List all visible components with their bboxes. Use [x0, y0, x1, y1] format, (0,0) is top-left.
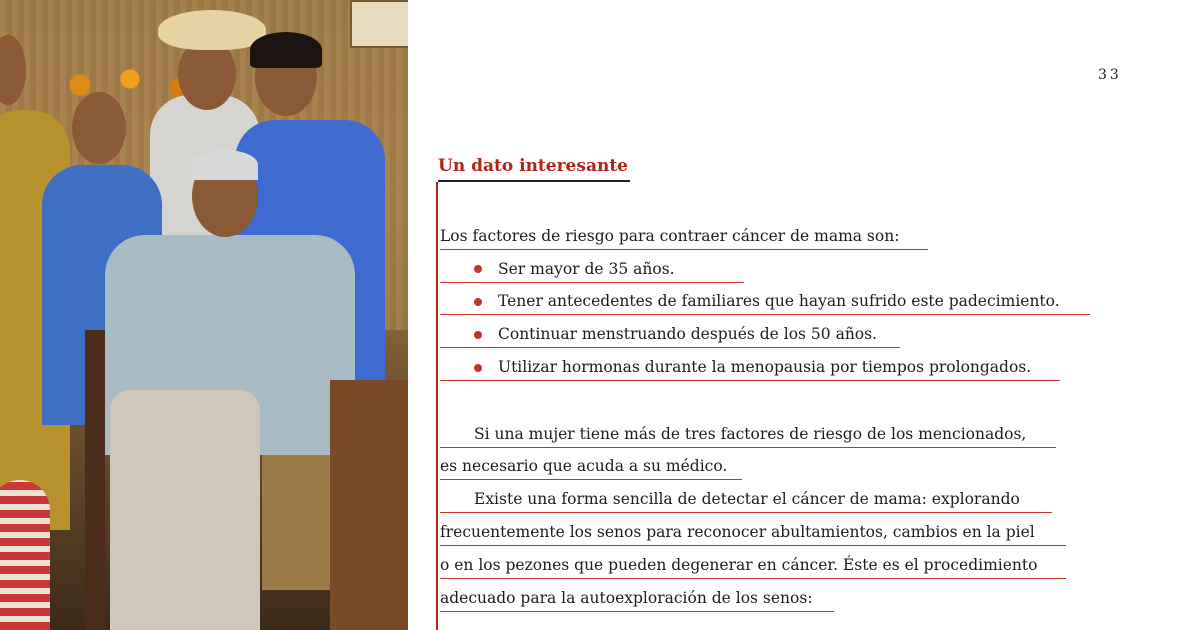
paragraph-line: es necesario que acuda a su médico.: [440, 456, 742, 480]
risk-factor-item: Continuar menstruando después de los 50 años.: [440, 324, 900, 348]
paragraph-line: adecuado para la autoexploración de los senos:: [440, 588, 834, 612]
page-number: 33: [1098, 67, 1122, 83]
head: [72, 92, 126, 164]
intro-line: Los factores de riesgo para contraer cáncer de mama son:: [440, 226, 928, 250]
hair: [250, 32, 322, 68]
straw-hat: [158, 10, 266, 50]
wall-calendar: [350, 0, 408, 48]
paragraph-line: o en los pezones que pueden degenerar en cáncer. Éste es el procedimiento: [440, 555, 1066, 579]
risk-factor-item: Tener antecedentes de familiares que hayan sufrido este padecimiento.: [440, 291, 1090, 315]
family-photo: [0, 0, 408, 630]
heading-block: [438, 156, 630, 176]
risk-factor-item: Ser mayor de 35 años.: [440, 259, 744, 283]
paragraph-line: frecuentemente los senos para reconocer abultamientos, cambios en la piel: [440, 522, 1066, 546]
wooden-table: [330, 380, 408, 630]
girl-striped-dress: [0, 480, 50, 630]
paragraph-line: Si una mujer tiene más de tres factores de riesgo de los mencionados,: [440, 424, 1056, 448]
elderly-man-trousers: [110, 390, 260, 630]
risk-factor-item: Utilizar hormonas durante la menopausia por tiempos prolongados.: [440, 357, 1060, 381]
heading-underline: [438, 180, 630, 182]
paragraph-line: Existe una forma sencilla de detectar el cáncer de mama: explorando: [440, 489, 1052, 513]
left-margin-rule: [436, 182, 438, 630]
chair: [85, 330, 105, 630]
gray-hair: [192, 150, 258, 180]
section-heading: Un dato interesante: [438, 156, 628, 176]
